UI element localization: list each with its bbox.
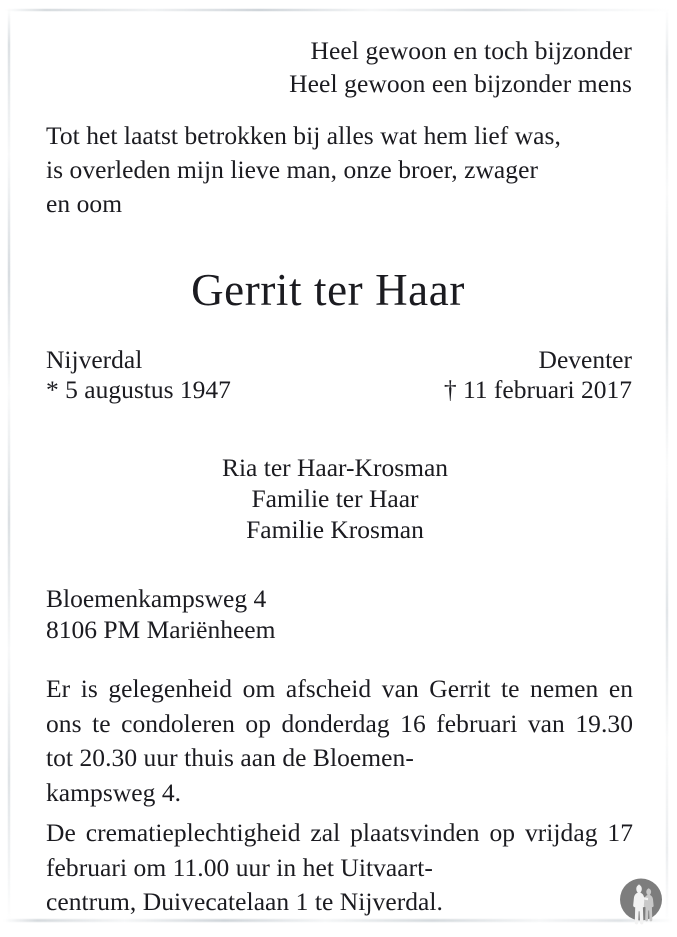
scan-edge-right xyxy=(666,8,668,923)
obituary-content xyxy=(46,0,632,937)
death-place: Deventer xyxy=(538,345,632,374)
birth-date: * 5 augustus 1947 xyxy=(46,375,231,404)
condolence-paragraph xyxy=(46,672,633,810)
intro-line-2: is overleden mijn lieve man, onze broer, zwager xyxy=(46,155,539,184)
life-dates xyxy=(46,345,632,405)
ceremony-last-line: centrum, Duivecatelaan 1 te Nijverdal. xyxy=(46,887,443,916)
motto-verse xyxy=(46,34,632,100)
places-row xyxy=(46,345,632,375)
dates-row xyxy=(46,375,632,405)
motto-line-2: Heel gewoon een bijzonder mens xyxy=(289,69,632,98)
family-line-2: Familie ter Haar xyxy=(251,484,419,513)
birth-place: Nijverdal xyxy=(46,345,143,374)
intro-line-3: en oom xyxy=(46,189,123,218)
death-date: † 11 februari 2017 xyxy=(443,375,632,404)
home-address xyxy=(46,583,632,645)
address-line-1: Bloemenkampsweg 4 xyxy=(46,584,267,613)
address-line-2: 8106 PM Mariënheem xyxy=(46,615,276,644)
two-figures-circle-icon xyxy=(617,877,665,925)
motto-line-1: Heel gewoon en toch bijzonder xyxy=(310,36,632,65)
family-line-3: Familie Krosman xyxy=(246,515,424,544)
ceremony-text: De crematieplechtigheid zal plaatsvinden op vrijdag 17 februari om 11.00 uur in het Uitvaart- xyxy=(46,818,633,882)
condolence-text: Er is gelegenheid om afscheid van Gerrit te nemen en ons te condoleren op donderdag 16 februari van 19.30 tot 20.30 uur thuis aan de Bloemen- xyxy=(46,674,633,772)
scan-edge-left xyxy=(8,8,10,923)
surviving-family xyxy=(46,452,632,545)
intro-paragraph xyxy=(46,119,633,221)
intro-line-1: Tot het laatst betrokken bij alles wat hem lief was, xyxy=(46,121,561,150)
ceremony-paragraph xyxy=(46,816,633,920)
family-line-1: Ria ter Haar-Krosman xyxy=(221,453,449,482)
deceased-name: Gerrit ter Haar xyxy=(191,265,465,315)
condolence-last-line: kampsweg 4. xyxy=(46,777,182,807)
